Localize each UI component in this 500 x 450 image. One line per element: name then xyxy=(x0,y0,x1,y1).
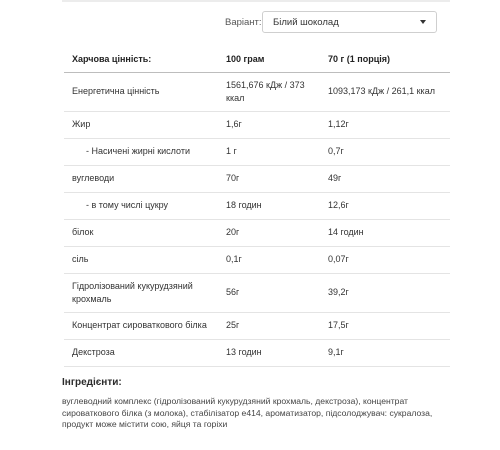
top-divider xyxy=(62,0,450,2)
row-per-100g: 70г xyxy=(218,165,320,192)
ingredients-title: Інгредієнти: xyxy=(62,377,122,388)
row-per-serving: 49г xyxy=(320,165,450,192)
row-name: - в тому числі цукру xyxy=(64,192,218,219)
variant-selector xyxy=(225,11,437,33)
row-name: Енергетична цінність xyxy=(64,72,218,111)
table-row xyxy=(64,219,450,246)
row-per-serving: 0,7г xyxy=(320,138,450,165)
row-per-100g: 25г xyxy=(218,312,320,339)
table-row xyxy=(64,339,450,366)
table-row xyxy=(64,273,450,312)
table-row xyxy=(64,72,450,111)
header-nutrition: Харчова цінність: xyxy=(64,47,218,72)
row-per-serving: 0,07г xyxy=(320,246,450,273)
row-per-serving: 9,1г xyxy=(320,339,450,366)
row-name: сіль xyxy=(64,246,218,273)
row-per-100g: 13 годин xyxy=(218,339,320,366)
ingredients-text: вуглеводний комплекс (гідролізований кукурудзяний крохмаль, декстроза), концентрат сироваткового білка (з молока), стабілізатор е414, ароматизатор, підсолоджувач: сукралоза, продукт може містити сою, яйця та горіхи xyxy=(62,396,433,429)
table-row xyxy=(64,312,450,339)
row-per-100g: 20г xyxy=(218,219,320,246)
table-row xyxy=(64,246,450,273)
row-name: Жир xyxy=(64,111,218,138)
row-name: Концентрат сироваткового білка xyxy=(64,312,218,339)
variant-selected-value: Білий шоколад xyxy=(273,16,339,28)
header-per-100g: 100 грам xyxy=(218,47,320,72)
row-per-100g: 56г xyxy=(218,273,320,312)
chevron-down-icon xyxy=(420,20,426,24)
row-name: Гідролізований кукурудзяний крохмаль xyxy=(64,273,218,312)
row-name: білок xyxy=(64,219,218,246)
row-per-100g: 0,1г xyxy=(218,246,320,273)
row-per-100g: 1561,676 кДж / 373 ккал xyxy=(218,72,320,111)
row-name: вуглеводи xyxy=(64,165,218,192)
table-row xyxy=(64,165,450,192)
variant-label: Варіант: xyxy=(225,16,262,28)
table-row xyxy=(64,138,450,165)
nutrition-table xyxy=(64,47,450,367)
row-name: - Насичені жирні кислоти xyxy=(64,138,218,165)
row-per-serving: 17,5г xyxy=(320,312,450,339)
row-per-serving: 12,6г xyxy=(320,192,450,219)
row-per-serving: 1093,173 кДж / 261,1 ккал xyxy=(320,72,450,111)
header-per-serving: 70 г (1 порція) xyxy=(320,47,450,72)
table-row xyxy=(64,111,450,138)
table-row xyxy=(64,192,450,219)
row-name: Декстроза xyxy=(64,339,218,366)
variant-dropdown[interactable] xyxy=(262,11,437,33)
row-per-100g: 18 годин xyxy=(218,192,320,219)
row-per-100g: 1 г xyxy=(218,138,320,165)
row-per-serving: 1,12г xyxy=(320,111,450,138)
row-per-serving: 14 годин xyxy=(320,219,450,246)
row-per-serving: 39,2г xyxy=(320,273,450,312)
row-per-100g: 1,6г xyxy=(218,111,320,138)
table-header-row xyxy=(64,47,450,72)
